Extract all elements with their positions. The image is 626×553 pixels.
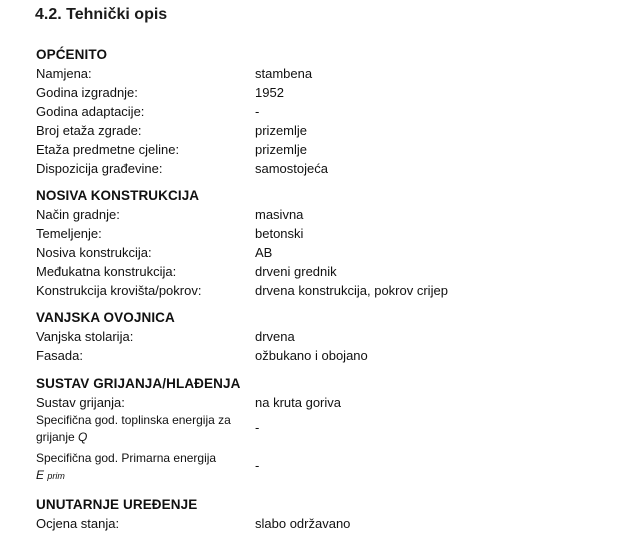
- row-label: Temeljenje:: [36, 226, 102, 241]
- row-value: -: [255, 104, 260, 119]
- info-row: [36, 140, 596, 159]
- row-value: prizemlje: [255, 142, 308, 157]
- section-heading: SUSTAV GRIJANJA/HLAĐENJA: [36, 376, 241, 391]
- row-value: betonski: [255, 226, 304, 241]
- row-label: Sustav grijanja:: [36, 395, 125, 410]
- row-label-subscript: prim: [47, 471, 65, 481]
- info-row: [36, 346, 596, 365]
- info-row: [36, 159, 596, 178]
- info-row: [36, 327, 596, 346]
- info-row: [36, 64, 596, 83]
- row-label: Način gradnje:: [36, 207, 120, 222]
- row-label: [36, 412, 256, 446]
- info-row: [36, 224, 596, 243]
- row-value: slabo održavano: [255, 516, 351, 531]
- info-row: [36, 83, 596, 102]
- info-row: [36, 102, 596, 121]
- row-value: drvena: [255, 329, 295, 344]
- info-row: [36, 121, 596, 140]
- row-value: AB: [255, 245, 273, 260]
- info-row: [36, 393, 596, 412]
- section-sustav-grijanja: [36, 375, 596, 488]
- row-value: 1952: [255, 85, 284, 100]
- row-value: masivna: [255, 207, 304, 222]
- row-label: Namjena:: [36, 66, 92, 81]
- info-row: [36, 450, 596, 488]
- row-label: Dispozicija građevine:: [36, 161, 163, 176]
- info-row: [36, 262, 596, 281]
- row-label: Godina izgradnje:: [36, 85, 138, 100]
- row-label: Broj etaža zgrade:: [36, 123, 142, 138]
- row-label: Međukatna konstrukcija:: [36, 264, 177, 279]
- row-value: prizemlje: [255, 123, 308, 138]
- row-value: drveni grednik: [255, 264, 337, 279]
- row-label: Etaža predmetne cjeline:: [36, 142, 180, 157]
- row-value: samostojeća: [255, 161, 328, 176]
- row-label: Fasada:: [36, 348, 83, 363]
- section-heading: NOSIVA KONSTRUKCIJA: [36, 188, 200, 203]
- info-row: [36, 281, 596, 300]
- row-label: Konstrukcija krovišta/pokrov:: [36, 283, 202, 298]
- row-label: Ocjena stanja:: [36, 516, 120, 531]
- row-value: drvena konstrukcija, pokrov crijep: [255, 283, 448, 298]
- section-heading: OPĆENITO: [36, 47, 108, 62]
- row-label-symbol: E: [36, 468, 45, 482]
- section-opcenito: [36, 46, 596, 178]
- info-row: [36, 412, 596, 450]
- row-label-text: Specifična god. Primarna energija: [36, 451, 217, 465]
- row-value: stambena: [255, 66, 313, 81]
- info-row: [36, 243, 596, 262]
- section-nosiva-konstrukcija: [36, 187, 596, 300]
- row-value: na kruta goriva: [255, 395, 341, 410]
- info-row: [36, 205, 596, 224]
- row-label: Godina adaptacije:: [36, 104, 145, 119]
- section-unutarnje-uredenje: [36, 496, 596, 533]
- row-label: Vanjska stolarija:: [36, 329, 134, 344]
- row-label-symbol: Q: [78, 430, 88, 444]
- section-heading: UNUTARNJE UREĐENJE: [36, 497, 198, 512]
- section-heading: VANJSKA OVOJNICA: [36, 310, 175, 325]
- row-label: [36, 450, 256, 485]
- row-value: ožbukano i obojano: [255, 348, 368, 363]
- section-vanjska-ovojnica: [36, 309, 596, 365]
- page-title: 4.2. Tehnički opis: [35, 6, 168, 23]
- row-label: Nosiva konstrukcija:: [36, 245, 152, 260]
- row-label-text: Specifična god. toplinska energija za grijanje: [36, 413, 231, 444]
- row-value: -: [255, 458, 260, 473]
- info-row: [36, 514, 596, 533]
- row-value: -: [255, 420, 260, 435]
